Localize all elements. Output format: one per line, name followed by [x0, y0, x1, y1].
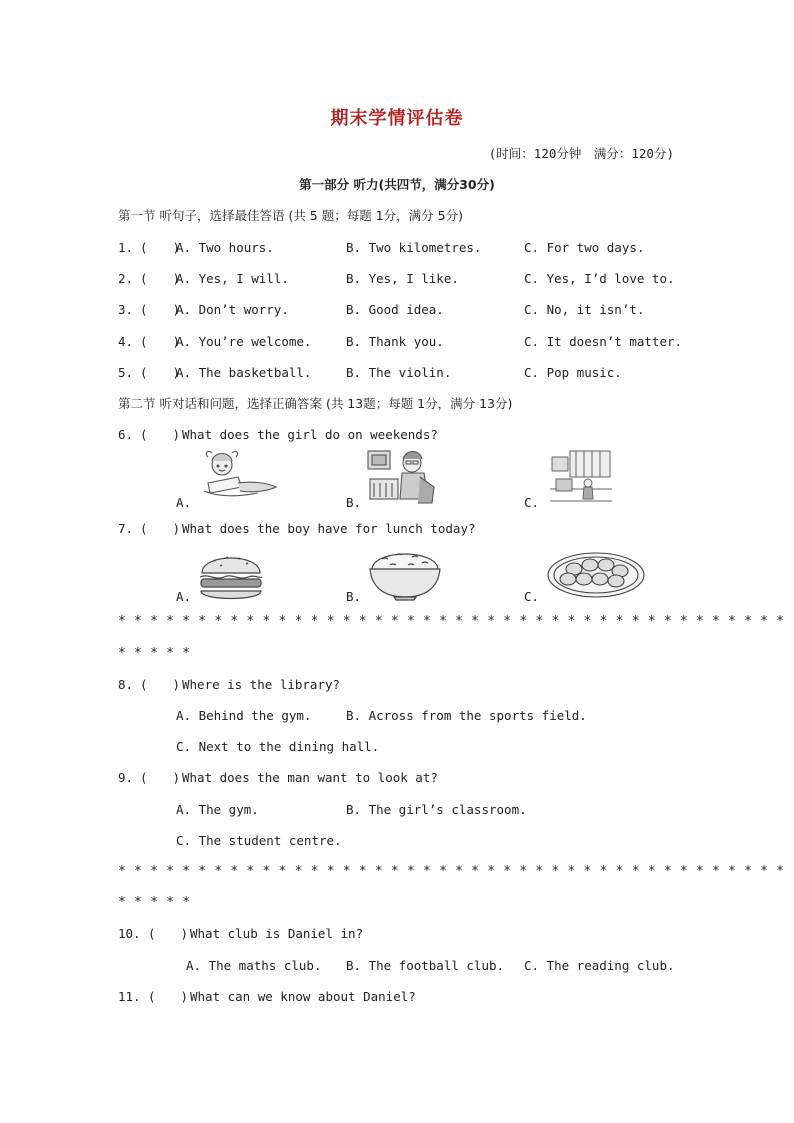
- q1-option-a: A. Two hours.: [176, 240, 274, 255]
- separator-stars-2: * * * * * * * * * * * * * * * * * * * * * * * * * * * * * * * * * * * * * * * * * *: [118, 864, 785, 879]
- hamburger-image: [196, 547, 266, 603]
- q7-bracket: ( ): [140, 521, 181, 536]
- q8-question: Where is the library?: [182, 677, 341, 692]
- q10-bracket: ( ): [148, 926, 189, 941]
- q8-bracket: ( ): [140, 677, 181, 692]
- q10-option-c: C. The reading club.: [524, 958, 675, 973]
- q6-option-c: C.: [524, 495, 540, 510]
- separator-stars-2-cont: * * * * *: [118, 895, 191, 910]
- q3-option-b: B. Good idea.: [346, 302, 444, 317]
- q8-number: 8.: [118, 677, 134, 692]
- q6-question: What does the girl do on weekends?: [182, 427, 438, 442]
- q5-option-b: B. The violin.: [346, 365, 452, 380]
- separator-stars: * * * * * * * * * * * * * * * * * * * * * * * * * * * * * * * * * * * * * * * * * *: [118, 614, 785, 629]
- q3-option-c: C. No, it isn’t.: [524, 302, 645, 317]
- q8-option-b: B. Across from the sports field.: [346, 708, 587, 723]
- q2-option-a: A. Yes, I will.: [176, 271, 289, 286]
- q9-option-b: B. The girl’s classroom.: [346, 802, 527, 817]
- q1-number: 1.: [118, 240, 134, 255]
- q9-number: 9.: [118, 770, 134, 785]
- q5-number: 5.: [118, 365, 134, 380]
- q10-question: What club is Daniel in?: [190, 926, 364, 941]
- q9-option-a: A. The gym.: [176, 802, 259, 817]
- girl-in-room-image: [550, 449, 612, 503]
- boy-playing-computer-image: [366, 447, 438, 505]
- q4-option-a: A. You’re welcome.: [176, 334, 312, 349]
- q10-option-b: B. The football club.: [346, 958, 505, 973]
- part1-heading: 第一部分 听力(共四节，满分30分): [299, 177, 495, 192]
- q7-option-c: C.: [524, 589, 540, 604]
- q2-number: 2.: [118, 271, 134, 286]
- q2-option-c: C. Yes, I’d love to.: [524, 271, 675, 286]
- q5-bracket: ( ): [140, 365, 181, 380]
- q4-bracket: ( ): [140, 334, 181, 349]
- q2-option-b: B. Yes, I like.: [346, 271, 459, 286]
- q7-question: What does the boy have for lunch today?: [182, 521, 476, 536]
- q8-option-a: A. Behind the gym.: [176, 708, 312, 723]
- q9-question: What does the man want to look at?: [182, 770, 438, 785]
- plate-of-dumplings-image: [546, 547, 646, 599]
- q4-option-c: C. It doesn’t matter.: [524, 334, 683, 349]
- q3-number: 3.: [118, 302, 134, 317]
- q10-option-a: A. The maths club.: [186, 958, 322, 973]
- q5-option-c: C. Pop music.: [524, 365, 622, 380]
- q6-bracket: ( ): [140, 427, 181, 442]
- q6-option-b: B.: [346, 495, 362, 510]
- q4-number: 4.: [118, 334, 134, 349]
- separator-stars-cont: * * * * *: [118, 646, 191, 661]
- bowl-of-rice-image: [368, 545, 442, 601]
- section2-heading: 第二节 听对话和问题，选择正确答案 (共 13题；每题 1分，满分 13分): [118, 396, 513, 411]
- q6-option-a: A.: [176, 495, 192, 510]
- page-title: 期末学情评估卷: [330, 108, 464, 129]
- girl-lying-reading-image: [198, 447, 278, 501]
- q1-option-b: B. Two kilometres.: [346, 240, 482, 255]
- time-info: (时间：120分钟 满分：120分): [488, 146, 674, 161]
- q10-number: 10.: [118, 926, 141, 941]
- q2-bracket: ( ): [140, 271, 181, 286]
- q7-option-b: B.: [346, 589, 362, 604]
- q1-bracket: ( ): [140, 240, 181, 255]
- q3-bracket: ( ): [140, 302, 181, 317]
- section1-heading: 第一节 听句子，选择最佳答语 (共 5 题；每题 1分，满分 5分): [118, 208, 463, 223]
- q3-option-a: A. Don’t worry.: [176, 302, 289, 317]
- q6-number: 6.: [118, 427, 134, 442]
- q11-question: What can we know about Daniel?: [190, 989, 416, 1004]
- q11-number: 11.: [118, 989, 141, 1004]
- q8-option-c: C. Next to the dining hall.: [176, 739, 380, 754]
- q7-number: 7.: [118, 521, 134, 536]
- q4-option-b: B. Thank you.: [346, 334, 444, 349]
- q9-option-c: C. The student centre.: [176, 833, 342, 848]
- q11-bracket: ( ): [148, 989, 189, 1004]
- q7-option-a: A.: [176, 589, 192, 604]
- q1-option-c: C. For two days.: [524, 240, 645, 255]
- q5-option-a: A. The basketball.: [176, 365, 312, 380]
- q9-bracket: ( ): [140, 770, 181, 785]
